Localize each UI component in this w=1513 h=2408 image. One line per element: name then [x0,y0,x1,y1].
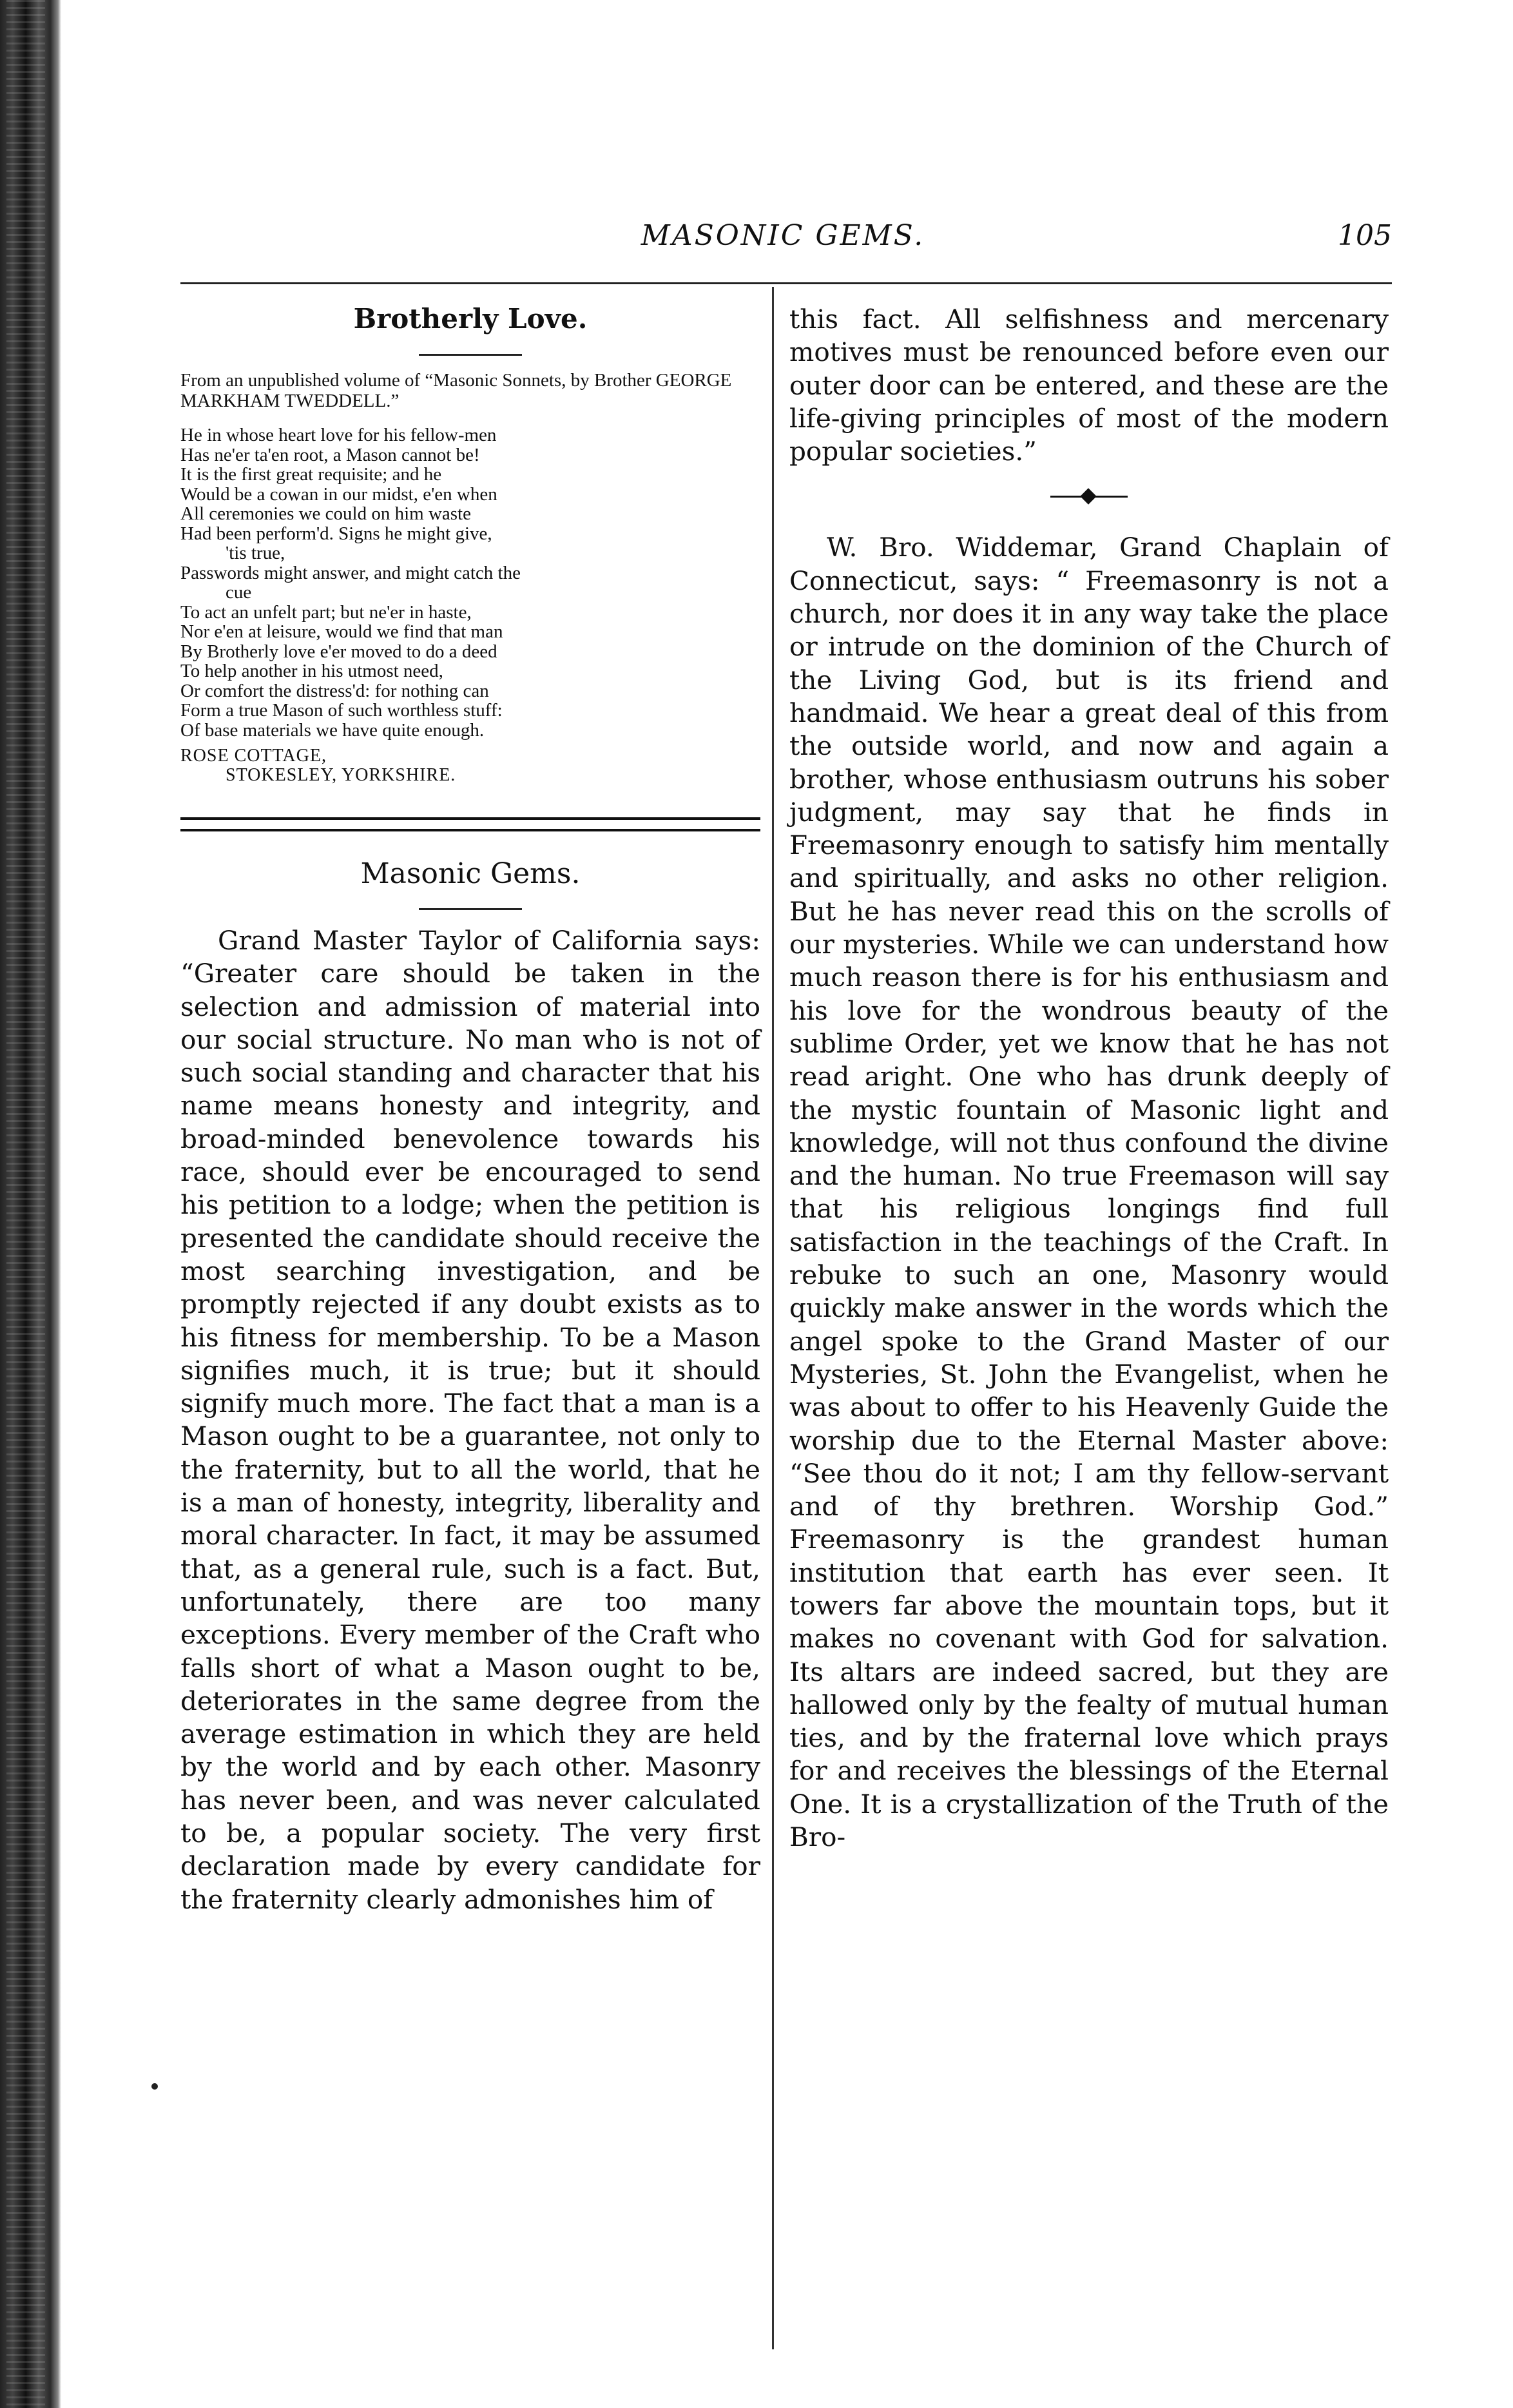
poem-line: By Brotherly love e'er moved to do a deed [180,641,497,662]
page-number: 105 [1338,219,1392,252]
poem-line: Of base materials we have quite enough. [180,719,485,741]
poem-line: He in whose heart love for his fellow-men [180,425,497,445]
poem-line: To act an unfelt part; but ne'er in haste, [180,601,472,623]
poem-line: Would be a cowan in our midst, e'en when [180,483,497,505]
poem-line: It is the first great requisite; and he [180,464,442,485]
section-separator [180,817,760,831]
article-paragraph: Grand Master Taylor of California says: “Greater care should be taken in the selection and admission of material into our social structure. No man who is not of such social standing and character that his name means honesty and integrity, and broad-minded benevolence towards his race, should ever be encouraged to send his petition to a lodge; when the petition is presented the candidate should receive the most searching investigation, and be promptly rejected if any doubt exists as to his fitness for membership. To be a Mason signifies much, it is true; but it should signify much more. The fact that a man is a Mason ought to be a guarantee, not only to the fraternity, but to all the world, that he is a man of honesty, integrity, liberality and moral character. In fact, it may be assumed that, as a general rule, such is a fact. But, unfortunately, there are too many exceptions. Every member of the Craft who falls short of what a Mason ought to be, deteriorates in the same degree from the average estimation in which they are held by the world and by each other. Masonry has never been, and was never calculated to be, a popular society. The very first declaration made by every candidate for the fraternity clearly admonishes him of [180,925,760,1915]
column-divider [772,287,774,2349]
poem-line: Nor e'en at leisure, would we find that man [180,621,503,642]
poem-title: Brotherly Love. [353,303,588,335]
poem-line: All ceremonies we could on him waste [180,503,471,524]
page-binding-edge [0,0,61,2408]
right-column [789,303,1389,1854]
article-paragraph: W. Bro. Widdemar, Grand Chaplain of Connecticut, says: “ Freemasonry is not a church, nor does it in any way take the place or intrude on the dominion of the Church of the Living God, but is its friend and handmaid. We hear a great deal of this from the outside world, and now and again a brother, whose enthusiasm outruns his sober judgment, may say that he finds in Freemasonry enough to satisfy him mentally and spiritually, and asks no other religion. But he has never read this on the scrolls of our mysteries. While we can understand how much reason there is for his enthusiasm and his love for the wondrous beauty of the sublime Order, yet we know that he has not read aright. One who has drunk deeply of the mystic fountain of Masonic light and knowledge, will not thus confound the divine and the human. No true Freemason will say that his religious longings find full satisfaction in the teachings of the Craft. In rebuke to such an one, Masonry would quickly make answer in the words which the angel spoke to the Grand Master of our Mysteries, St. John the Evangelist, when he was about to offer to his Heavenly Guide the worship due to the Eternal Master above: “See thou do it not; I am thy fellow-servant and of thy brethren. Worship God.” Freemasonry is the grandest human institution that earth has ever seen. It towers far above the mountain tops, but it makes no covenant with God for salvation. Its altars are indeed sacred, but they are hallowed only by the fealty of mutual human ties, and by the fraternal love which prays for and receives the blessings of the Eternal One. It is a crystallization of the Truth of the Bro- [789,532,1389,1853]
left-column [180,303,760,1916]
poem-line: Or comfort the distress'd: for nothing can [180,680,489,701]
poem-line: cue [226,582,252,603]
article-title: Masonic Gems. [360,857,581,890]
margin-mark [151,2083,158,2090]
poem-line: 'tis true, [226,543,285,563]
poem-signature [180,746,760,785]
poem-line: Has ne'er ta'en root, a Mason cannot be! [180,444,480,465]
poem-line: Passwords might answer, and might catch the [180,562,521,583]
poem-title-rule [419,354,522,356]
poem-body [180,425,760,740]
running-head [174,219,1392,258]
signature-location: STOKESLEY, YORKSHIRE. [226,765,456,785]
poem-line: To help another in his utmost need, [180,661,443,681]
article-title-rule [419,908,522,910]
poem-line: Had been perform'd. Signs he might give, [180,523,492,544]
header-rule [180,282,1392,284]
running-title: MASONIC GEMS. [641,219,925,252]
poem-line: Form a true Mason of such worthless stuff: [180,700,503,721]
signature-place: ROSE COTTAGE, [180,746,327,766]
poem-intro: From an unpublished volume of “Masonic Sonnets, by Brother GEORGE MARKHAM TWEDDELL.” [180,370,732,411]
ornament-divider [1050,487,1128,507]
article-paragraph-continued: this fact. All selfishness and mercenary motives must be renounced before even our outer door can be entered, and these are the life-giving principles of most of the modern popular societies.” [789,304,1389,467]
